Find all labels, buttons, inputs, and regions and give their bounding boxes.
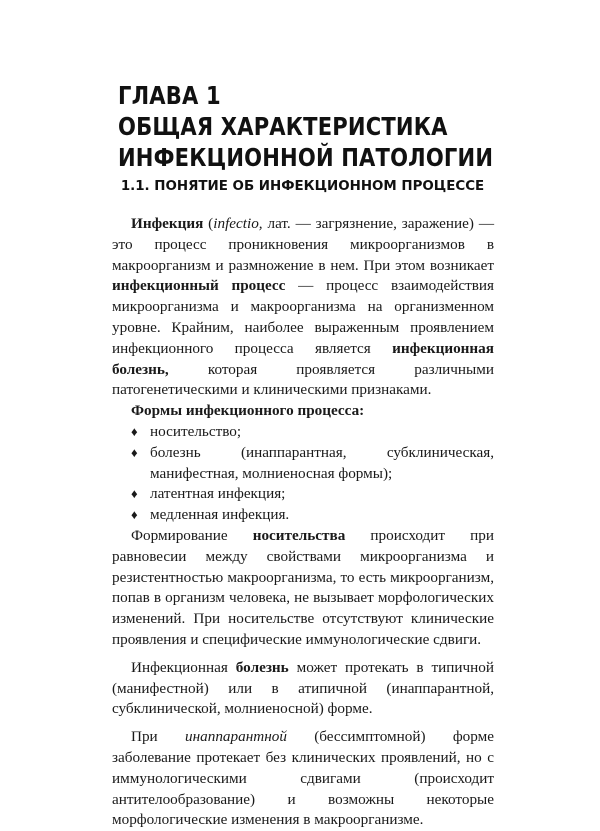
body-text [112,214,494,831]
carrier-text-2: происходит при равновесии между свойствами микроорганизма и резистентностью макроорганизма, то есть микроорганизм, попав в организм человека, не вызывает морфологических изменений. При носительстве отсутствуют клинические проявления и специфические иммунологические сдвиги. [112,526,495,648]
list-item-text: медленная инфекция. [150,506,290,524]
inapparent-paragraph [112,727,494,831]
carrier-text-1: Формирование [131,526,253,544]
term-infection: Инфекция [131,215,204,232]
intro-paren: ( [203,215,214,232]
list-item [112,422,494,443]
diamond-bullet-icon: ♦ [131,507,138,523]
intro-text-3: которая проявляется различными патогенетическими и клиническими признаками. [112,360,494,399]
term-infectious-disease: инфекционная болезнь, [112,339,494,378]
diamond-bullet-icon: ♦ [131,444,138,460]
list-item-text: латентная инфекция; [150,485,286,503]
term-disease: болезнь [235,658,289,676]
intro-text-2: — процесс взаимодействия микроорганизма и макроорганизма на организменном уровне. Крайним, наиболее выраженным проявлением инфекционного процесса является [112,277,495,357]
term-inapparent: инаппарантной [185,728,287,746]
list-item [112,484,494,505]
diamond-bullet-icon: ♦ [131,423,138,439]
diamond-bullet-icon: ♦ [131,486,138,502]
chapter-heading [118,80,494,173]
chapter-title-line-2: ИНФЕКЦИОННОЙ ПАТОЛОГИИ [118,143,494,172]
list-item-text: носительство; [150,422,242,440]
disease-text-2: может протекать в типичной (манифестной) или в атипичной (инаппарантной, субклинической, молниеносной) форме. [112,658,494,718]
forms-heading: Формы инфекционного процесса: [131,402,365,420]
term-carriage: носительства [252,526,346,544]
latin-term: infectio, [213,215,263,232]
intro-text-1: лат. — загрязнение, заражение) — это процесс проникновения микроорганизмов в макроорганизм и размножение в нем. При этом возникает [112,215,495,274]
inapparent-text-2: (бессимптомной) форме заболевание протекает без клинических проявлений, но с иммунологическими сдвигами (происходит антителообразование) и возможны некоторые морфологические изменения в макроорганизме. [112,728,494,829]
disease-text-1: Инфекционная [131,658,236,676]
list-item [112,443,494,485]
disease-paragraph [112,658,494,720]
list-item-text: болезнь (инаппарантная, субклиническая, манифестная, молниеносная формы); [150,443,494,482]
forms-list [112,422,494,526]
chapter-number: ГЛАВА 1 [118,81,221,110]
section-title: 1.1. ПОНЯТИЕ ОБ ИНФЕКЦИОННОМ ПРОЦЕССЕ [120,179,485,194]
term-infectious-process: инфекционный процесс [112,277,286,295]
intro-paragraph [112,214,494,401]
list-item [112,505,494,526]
inapparent-text-1: При [131,728,185,746]
chapter-title-line-1: ОБЩАЯ ХАРАКТЕРИСТИКА [118,112,448,141]
carrier-paragraph [112,526,494,651]
